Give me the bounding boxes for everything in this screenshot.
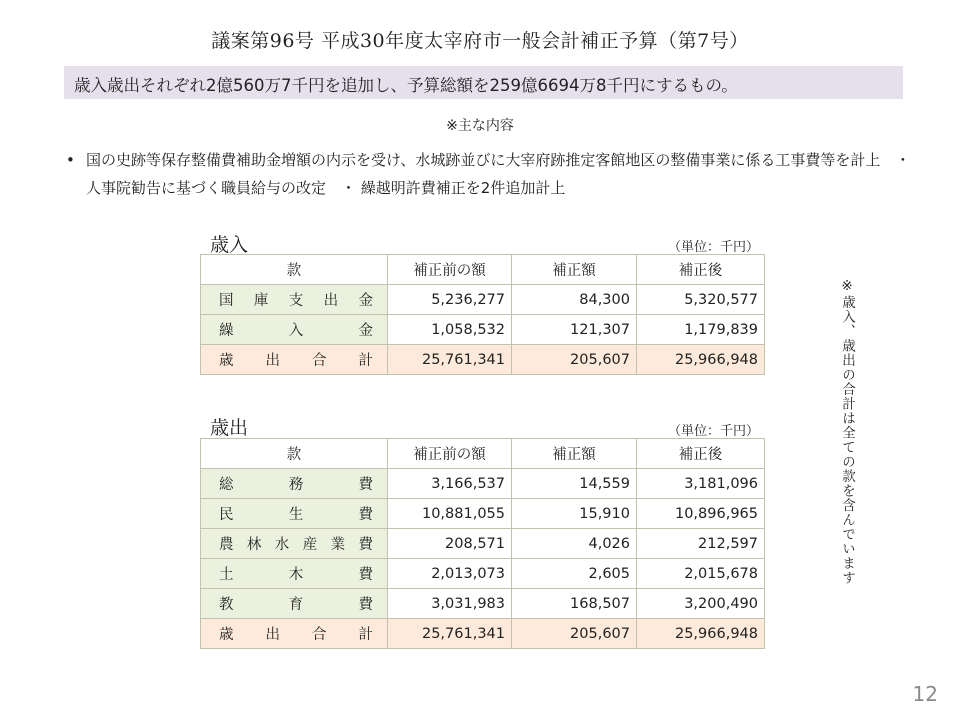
cell-adjustment: 4,026 [512, 529, 637, 559]
table-row [201, 285, 765, 315]
cell-adjustment: 168,507 [512, 589, 637, 619]
row-label: 農林水産業費 [201, 529, 388, 559]
row-label: 繰入金 [201, 315, 388, 345]
table-row [201, 469, 765, 499]
column-header: 補正額 [512, 439, 637, 469]
expenditure-section-title: 歳出 [210, 417, 249, 439]
cell-before: 10,881,055 [388, 499, 512, 529]
bullet-text: 国の史跡等保存整備費補助金増額の内示を受け、水城跡並びに大宰府跡推定客館地区の整備事業に係る工事費等を計上 ・ 人事院勧告に基づく職員給与の改定 ・ 繰越明許費補正を2件追加計上 [86, 151, 911, 197]
cell-after: 212,597 [637, 529, 765, 559]
cell-before: 208,571 [388, 529, 512, 559]
summary-banner: 歳入歳出それぞれ2億560万7千円を追加し、予算総額を259億6694万8千円にするもの。 [64, 66, 903, 99]
revenue-unit-label: （単位：千円） [668, 240, 760, 255]
row-label: 民生費 [201, 499, 388, 529]
table-header-row [201, 255, 765, 285]
row-label: 教育費 [201, 589, 388, 619]
cell-before: 3,031,983 [388, 589, 512, 619]
expenditure-table [200, 438, 765, 649]
table-total-row [201, 619, 765, 649]
column-header: 款 [201, 439, 388, 469]
column-header: 補正額 [512, 255, 637, 285]
total-after: 25,966,948 [637, 345, 765, 375]
cell-before: 1,058,532 [388, 315, 512, 345]
column-header: 款 [201, 255, 388, 285]
page-number: 12 [912, 682, 938, 706]
table-row [201, 559, 765, 589]
total-after: 25,966,948 [637, 619, 765, 649]
revenue-section-title: 歳入 [210, 234, 249, 256]
total-adjustment: 205,607 [512, 619, 637, 649]
table-header-row [201, 439, 765, 469]
table-row [201, 529, 765, 559]
table-row [201, 499, 765, 529]
column-header: 補正前の額 [388, 439, 512, 469]
table-row [201, 315, 765, 345]
bullet-item [66, 146, 926, 202]
column-header: 補正後 [637, 439, 765, 469]
cell-adjustment: 15,910 [512, 499, 637, 529]
cell-adjustment: 84,300 [512, 285, 637, 315]
main-content-note: ※主な内容 [446, 118, 514, 134]
cell-adjustment: 14,559 [512, 469, 637, 499]
total-before: 25,761,341 [388, 345, 512, 375]
cell-after: 3,200,490 [637, 589, 765, 619]
cell-before: 2,013,073 [388, 559, 512, 589]
cell-after: 5,320,577 [637, 285, 765, 315]
cell-adjustment: 2,605 [512, 559, 637, 589]
total-before: 25,761,341 [388, 619, 512, 649]
cell-after: 1,179,839 [637, 315, 765, 345]
cell-after: 10,896,965 [637, 499, 765, 529]
cell-before: 5,236,277 [388, 285, 512, 315]
expenditure-unit-label: （単位：千円） [668, 424, 760, 439]
row-label: 総務費 [201, 469, 388, 499]
row-label: 土木費 [201, 559, 388, 589]
row-label: 国庫支出金 [201, 285, 388, 315]
total-adjustment: 205,607 [512, 345, 637, 375]
cell-before: 3,166,537 [388, 469, 512, 499]
column-header: 補正前の額 [388, 255, 512, 285]
revenue-table [200, 254, 765, 375]
cell-after: 3,181,096 [637, 469, 765, 499]
bullet-dot-icon: • [66, 151, 75, 169]
column-header: 補正後 [637, 255, 765, 285]
total-label: 歳出合計 [201, 345, 388, 375]
slide-title: 議案第96号 平成30年度太宰府市一般会計補正予算（第7号） [211, 30, 749, 52]
table-total-row [201, 345, 765, 375]
side-note-vertical: ※歳入、歳出の合計は全ての款を含んでいます [839, 278, 855, 585]
cell-adjustment: 121,307 [512, 315, 637, 345]
cell-after: 2,015,678 [637, 559, 765, 589]
table-row [201, 589, 765, 619]
total-label: 歳出合計 [201, 619, 388, 649]
